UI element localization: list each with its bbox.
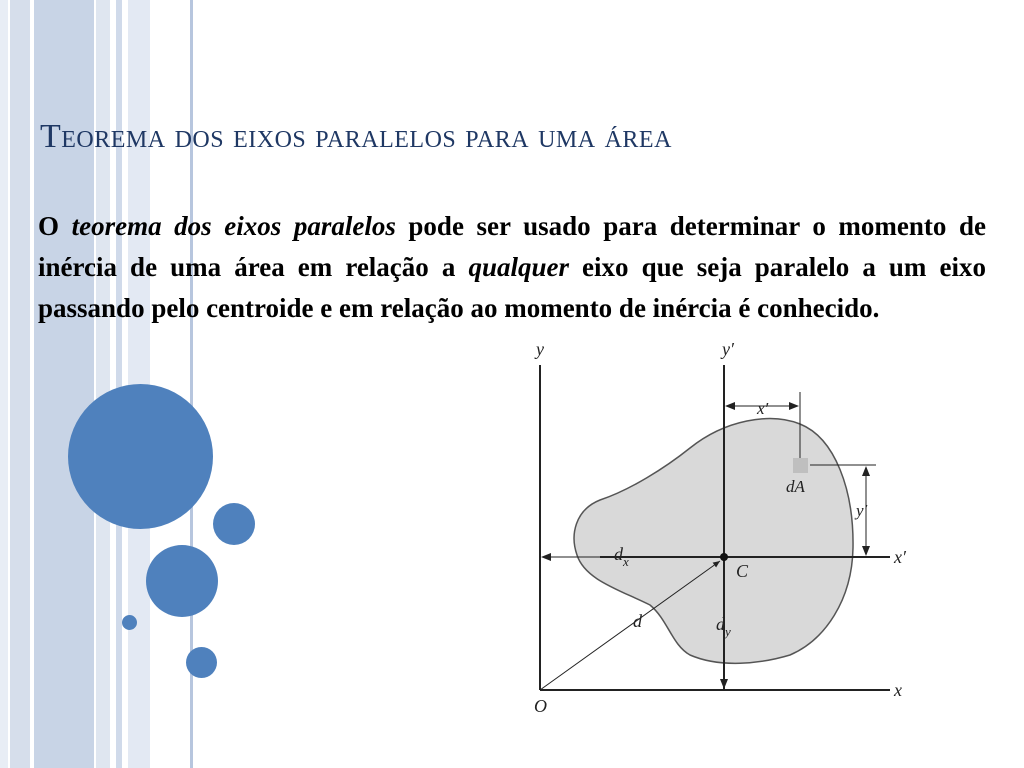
label-origin: O — [534, 696, 547, 716]
label-xp-dim: x′ — [757, 399, 769, 418]
decorative-circle — [122, 615, 137, 630]
decorative-circle — [186, 647, 217, 678]
arrowhead — [541, 553, 551, 561]
area-shape — [574, 419, 853, 664]
stripe — [0, 0, 8, 768]
decorative-circle — [213, 503, 255, 545]
arrowhead — [862, 466, 870, 476]
label-d: d — [633, 611, 642, 631]
label-da: dA — [786, 477, 805, 496]
label-x: x — [894, 680, 902, 700]
decorative-circle-large — [68, 384, 213, 529]
text-run: eixo que seja paralelo a um eixo passando pelo centroide e em relação ao momento de inércia é conhecido. — [38, 252, 986, 323]
parallel-axis-diagram — [520, 332, 940, 722]
arrowhead — [862, 546, 870, 556]
text-run: O — [38, 211, 72, 241]
da-element — [793, 458, 808, 473]
label-yp-dim: y′ — [856, 501, 868, 520]
label-dy-main: d — [716, 614, 725, 634]
slide-title: Teorema dos eixos paralelos para uma área — [40, 118, 672, 155]
decorative-stripes — [0, 0, 200, 768]
text-run-italic: teorema dos eixos paralelos — [71, 211, 396, 241]
stripe — [96, 0, 110, 768]
label-y: y — [536, 339, 544, 359]
label-centroid: C — [736, 561, 749, 581]
label-dx-main: d — [614, 544, 623, 564]
text-run: pode ser usado para determinar o momento de inércia de uma área em relação a — [38, 211, 986, 282]
stripe — [116, 0, 122, 768]
arrowhead — [720, 679, 728, 689]
arrowhead — [789, 402, 799, 410]
centroid-point — [720, 553, 728, 561]
label-dx-sub: x — [623, 554, 629, 569]
text-run-italic: qualquer — [468, 252, 569, 282]
stripe — [10, 0, 30, 768]
stripe — [34, 0, 94, 768]
slide-paragraph — [38, 206, 986, 329]
label-x-prime: x′ — [894, 547, 906, 567]
label-y-prime: y′ — [722, 339, 734, 359]
arrowhead — [725, 402, 735, 410]
decorative-circle — [146, 545, 218, 617]
label-dy-sub: y — [725, 624, 731, 639]
